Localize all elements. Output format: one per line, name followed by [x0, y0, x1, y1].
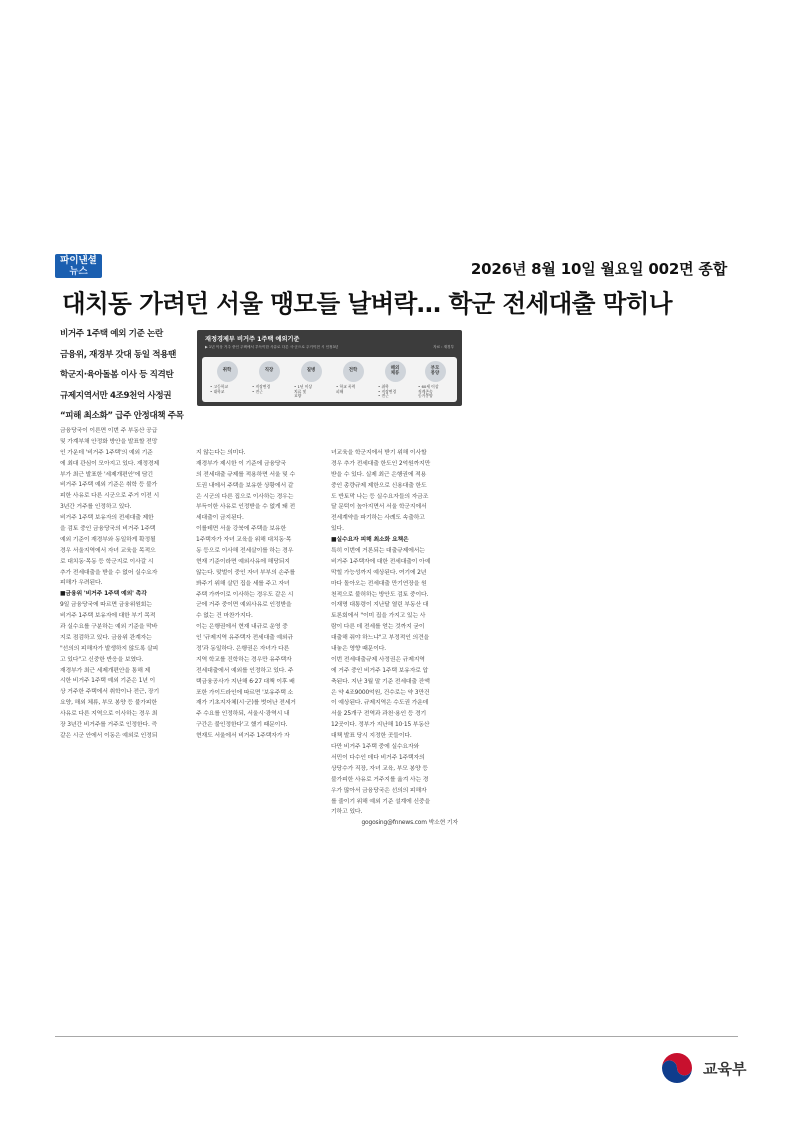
- article-text-line: 고 있다"고 신중한 반응을 보였다.: [60, 656, 144, 663]
- article-text-line: 주택 가까이로 이사하는 경우도 같은 시: [196, 591, 294, 598]
- article-text-line: 서민이 다수인 데다 비거주 1주택자의: [331, 754, 425, 761]
- page-headline: 대치동 가려던 서울 맹모들 날벼락… 학군 전세대출 막히나: [62, 289, 672, 318]
- article-text-line: 은 시군의 다른 집으로 이사하는 경우는: [196, 493, 294, 500]
- dateline: 2026년 8월 10일 월요일 002면 종합: [470, 260, 727, 278]
- article-text-line: 장 3년간 비거주를 거주로 인정한다. 즉: [60, 722, 158, 729]
- article-text-line: 지 않는다는 의미다.: [196, 450, 246, 456]
- article-text-line: 의 전세대출 규제를 적용하면 서울 및 수: [196, 471, 295, 478]
- article-text-line: 구간은 불인정한다'고 했기 때문이다.: [196, 722, 288, 729]
- article-text-line: 불가피한 사유로 거주지를 옮겨 사는 경: [331, 776, 429, 783]
- logo-line1: 파이낸셜: [60, 255, 97, 266]
- category-item: • 대학교: [210, 388, 225, 394]
- subheadline: “피해 최소화” 급주 안정대책 주목: [60, 411, 184, 421]
- article-text-line: 천적으로 불허하는 방안도 검토 중이다.: [331, 591, 429, 598]
- article-text-line: 인 '규제지역 유주택자 전세대출 예외규: [196, 635, 294, 642]
- article-text-line: 이번 전세대출규제 사정권은 규제지역: [331, 656, 425, 663]
- article-text-line: 에 거주 중인 비거주 1주택 보유자로 압: [331, 667, 429, 674]
- infographic-category: [336, 361, 370, 394]
- article-text-line: 1주택자가 자녀 교육을 위해 대치동·목: [196, 537, 292, 544]
- category-circle: 직장: [259, 361, 280, 382]
- section-heading: ■실수요자 피해 최소화 요책은: [331, 537, 409, 544]
- article-text-line: 대출해 줘야 하느냐"고 부정적인 의견을: [331, 635, 430, 642]
- article-text-line: 막힐 가능성까지 예상된다. 여기에 2년: [331, 569, 427, 576]
- footer-divider: [55, 1036, 738, 1037]
- article-text-line: 은 약 4조9000억원, 건수로는 약 3만건: [331, 689, 430, 696]
- article-text-line: 전세대출에서 예외를 인정하고 있다. 주: [196, 667, 294, 674]
- article-text-line: 현재 기준이라면 예외사유에 해당되지: [196, 558, 290, 565]
- article-text-line: 를 줄이기 위해 예외 기준 설계에 신중을: [331, 798, 430, 805]
- article-text-line: 로 대치동·목동 등 학군지로 이사갈 시: [60, 558, 154, 565]
- article-text-line: 서울 25개구 전역과 과천·용인 등 경기: [331, 711, 427, 718]
- category-items: [210, 385, 244, 394]
- article-text-line: 특히 이번에 거론되는 대출규제에서는: [331, 548, 425, 555]
- article-text-line: 예외 기준이 재경부와 동일하게 확정될: [60, 536, 156, 543]
- article-text-line: 우가 많아서 금융당국은 선의의 피해자: [331, 787, 427, 794]
- article-text-line: 있다.: [331, 526, 344, 533]
- article-text-line: 대책 발표 당시 지정한 곳들이다.: [331, 733, 412, 740]
- category-item: • 60세 이상: [418, 384, 439, 389]
- infographic-title: 재정경제부 비거주 1주택 예외기준: [205, 336, 300, 343]
- article-text-line: 12곳이다. 정부가 지난해 10·15 부동산: [331, 722, 430, 729]
- article-text-line: 피해가 우려된다.: [60, 580, 103, 587]
- article-text-line: 축된다. 지난 3월 말 기준 전세대출 잔액: [331, 678, 430, 685]
- article-text-line: 람이 다른 데 전세를 얻는 것까지 굳이: [331, 624, 425, 631]
- article-column-1: [60, 426, 190, 742]
- category-item: 요양: [294, 393, 302, 399]
- article-text-line: 비거주 1주택 보유자의 전세대출 제한: [60, 515, 154, 522]
- infographic-category: [418, 361, 452, 399]
- article-text-line: 전세계약을 파기하는 사례도 속출하고: [331, 515, 425, 522]
- article-text-line: 내놓은 영향 때문이다.: [331, 646, 387, 653]
- subheadline: 학군지·육아돌봄 이사 등 직격탄: [60, 370, 174, 380]
- article-text-line: 경우 추가 전세대출 한도인 2억원까지만: [331, 460, 431, 467]
- article-text-line: 달 문턱이 높아지면서 서울 학군지에서: [331, 504, 427, 511]
- infographic-categories: [202, 357, 457, 402]
- article-text-line: 및 가계부채 안정화 방안을 발표할 전망: [60, 438, 158, 445]
- category-items: [336, 385, 370, 394]
- article-text-line: 경우 서울지역에서 자녀 교육을 목적으: [60, 547, 156, 554]
- logo-line2: 뉴스: [69, 265, 88, 277]
- article-text-line: 사유로 다른 지역으로 이사하는 경우 최: [60, 711, 158, 718]
- article-text-line: 추가 전세대출을 받을 수 없어 실수요자: [60, 569, 158, 576]
- category-items: [378, 385, 412, 399]
- category-item: • 학교 폭력: [336, 384, 356, 389]
- article-text-line: 비거주 1주택자에 대한 전세대출이 아예: [331, 558, 431, 565]
- category-circle: 부모 봉양: [425, 361, 446, 382]
- article-text-line: 비거주 1주택 예외 기준은 취학 등 불가: [60, 482, 158, 489]
- article-text-line: 재가 기초지자체(시·군)를 벗어난 전세거: [196, 700, 296, 707]
- taegeuk-emblem-icon: [659, 1050, 695, 1086]
- article-text-line: 3년간 거주를 인정하고 있다.: [60, 504, 132, 511]
- article-text-line: 상 거주한 주택에서 취학이나 전근, 장기: [60, 689, 159, 696]
- infographic-category: [378, 361, 412, 399]
- article-text-line: 도권 내에서 주택을 보유한 상황에서 같: [196, 482, 294, 489]
- article-text-line: 중인 총량규제 제한으로 신용대출 한도: [331, 482, 427, 489]
- infographic-note: ▶ 1년 이상 거주 중인 주택에서 부득이한 사유로 다른 시·군으로 주거이전 시 인정3년: [205, 345, 339, 349]
- infographic-source: 자료 : 재경부: [433, 345, 454, 349]
- article-text-line: 도 반토막 나는 등 실수요자들의 자금조: [331, 493, 429, 500]
- article-text-line: 받을 수 있다. 실제 최근 은행권에 적용: [331, 471, 427, 478]
- newspaper-logo: [55, 254, 102, 278]
- category-item: • 직장변경: [378, 388, 397, 394]
- article-text-line: 정'과 동일하다. 은행권은 자녀가 다른: [196, 646, 290, 653]
- subheadline: 비거주 1주택 예외 기준 논란: [60, 329, 163, 339]
- article-text-line: 마다 돌아오는 전세대출 만기연장을 원: [331, 580, 427, 587]
- article-text-line: 이를테면 서울 강북에 주택을 보유한: [196, 526, 286, 533]
- article-text-line: 부득이한 사유로 인정받을 수 없게 돼 전: [196, 504, 295, 511]
- article-text-line: 수 없는 건 마찬가지다.: [196, 613, 253, 620]
- article-text-line: 재경부가 제시한 이 기준에 금융당국: [196, 460, 286, 467]
- article-text-line: 현재도 서울에서 비거주 1주택자가 자: [196, 733, 290, 740]
- article-text-line: 시한 비거주 1주택 예외 기준은 1년 이: [60, 678, 156, 685]
- category-item: 피해: [336, 388, 344, 394]
- article-text-line: 비거주 1주택 보유자에 대한 부기 목적: [60, 613, 156, 620]
- article-text-line: 동 등으로 이사해 전세살이를 하는 경우: [196, 548, 294, 555]
- article-text-line: 세대출이 금지된다.: [196, 515, 244, 522]
- section-heading: ■금융위 '비거주 1주택 예외' 촉각: [60, 591, 147, 598]
- article-text-line: 부가 최근 발표한 '세제개편안'에 담긴: [60, 471, 153, 478]
- category-item: 치료 및: [294, 388, 307, 394]
- article-column-2: [196, 448, 323, 742]
- subheadline: 규제지역서만 4조9천억 사정권: [60, 390, 172, 401]
- category-item: 직계존속: [418, 388, 433, 394]
- article-text-line: 재경부가 최근 세제개편안을 통해 제: [60, 667, 150, 674]
- article-text-line: 토론회에서 "이미 집을 가지고 있는 사: [331, 613, 426, 620]
- article-text-line: 택금융공사가 지난해 6·27 대책 이후 배: [196, 678, 295, 685]
- article-text-line: 같은 시군 안에서 이동은 예외로 인정되: [60, 732, 158, 739]
- subheadline: 금융위, 재경부 갓대 동일 적용땐: [60, 349, 176, 360]
- article-text-line: 기하고 있다.: [331, 809, 363, 816]
- article-text-line: 상당수가 직장, 자녀 교육, 부모 봉양 등: [331, 765, 428, 772]
- article-text-line: 9일 금융당국에 따르면 금융위원회는: [60, 602, 152, 609]
- article-text-line: 포한 가이드라인에 따르면 '보유주택 소: [196, 689, 294, 696]
- category-item: 동거봉양: [418, 393, 433, 399]
- category-circle: 취학: [217, 361, 238, 382]
- category-item: • 1년 이상: [294, 384, 313, 389]
- category-items: [294, 385, 328, 399]
- article-column-3: [331, 448, 458, 829]
- article-text-line: 이재명 대통령이 지난달 열린 부동산 대: [331, 602, 429, 609]
- article-text-line: 봐주기 위해 살던 집을 세를 주고 자녀: [196, 580, 290, 587]
- article-text-line: 을 검토 중인 금융당국의 비거주 1주택: [60, 526, 156, 533]
- infographic-category: [210, 361, 244, 394]
- article-text-line: 에 최대 관심이 모아지고 있다. 재정경제: [60, 460, 159, 467]
- organization-name: 교육부: [703, 1060, 747, 1078]
- category-circle: 해외 체류: [385, 361, 406, 382]
- category-item: • 전근: [378, 393, 389, 399]
- subheadline-block: [60, 324, 200, 427]
- article-text-line: 다만 비거주 1주택 중에 실수요자와: [331, 744, 420, 751]
- category-circle: 질병: [301, 361, 322, 382]
- article-text-line: 이 예상된다. 규제지역은 수도권 가운데: [331, 700, 429, 707]
- article-text-line: 금융당국이 이른면 이번 주 부동산 공급: [60, 428, 158, 434]
- category-items: [418, 385, 452, 399]
- category-item: • 직장변경: [252, 384, 271, 389]
- article-text-line: "선의의 피해자가 발생하지 않도록 살피: [60, 645, 159, 652]
- article-text-line: 지역 학교를 진학하는 경우만 유주택자: [196, 656, 292, 663]
- infographic-category: [252, 361, 286, 394]
- article-text-line: 녀교육을 학군지에서 받기 위해 이사할: [331, 450, 427, 456]
- category-item: • 취학: [378, 384, 389, 389]
- article-text-line: 피한 사유로 다른 시군으로 주거 이전 시: [60, 493, 159, 500]
- article-text-line: 군에 거주 중이면 예외사유로 인정받을: [196, 602, 292, 609]
- byline: gogosing@fnnews.com 박소현 기자: [361, 820, 458, 827]
- infographic-box: [197, 330, 462, 406]
- article-text-line: 주 수요를 인정하되, 서울시·광역시 내: [196, 711, 290, 718]
- article-text-line: 않는다. 맞벌이 중인 자녀 부부의 손주를: [196, 569, 295, 576]
- category-circle: 전학: [343, 361, 364, 382]
- category-items: [252, 385, 286, 394]
- category-item: • 고등학교: [210, 384, 229, 389]
- article-text-line: 지로 점검하고 있다. 금융위 관계자는: [60, 634, 152, 641]
- article-text-line: 인 가운데 '비거주 1주택'의 예외 기준: [60, 449, 153, 456]
- article-text-line: 이는 은행권에서 현재 내규로 운영 중: [196, 624, 288, 631]
- article-text-line: 과 실수요를 구분하는 예외 기준을 막바: [60, 624, 158, 631]
- article-text-line: 요양, 해외 체류, 부모 봉양 등 불가피한: [60, 700, 157, 707]
- category-item: • 전근: [252, 388, 263, 394]
- infographic-category: [294, 361, 328, 399]
